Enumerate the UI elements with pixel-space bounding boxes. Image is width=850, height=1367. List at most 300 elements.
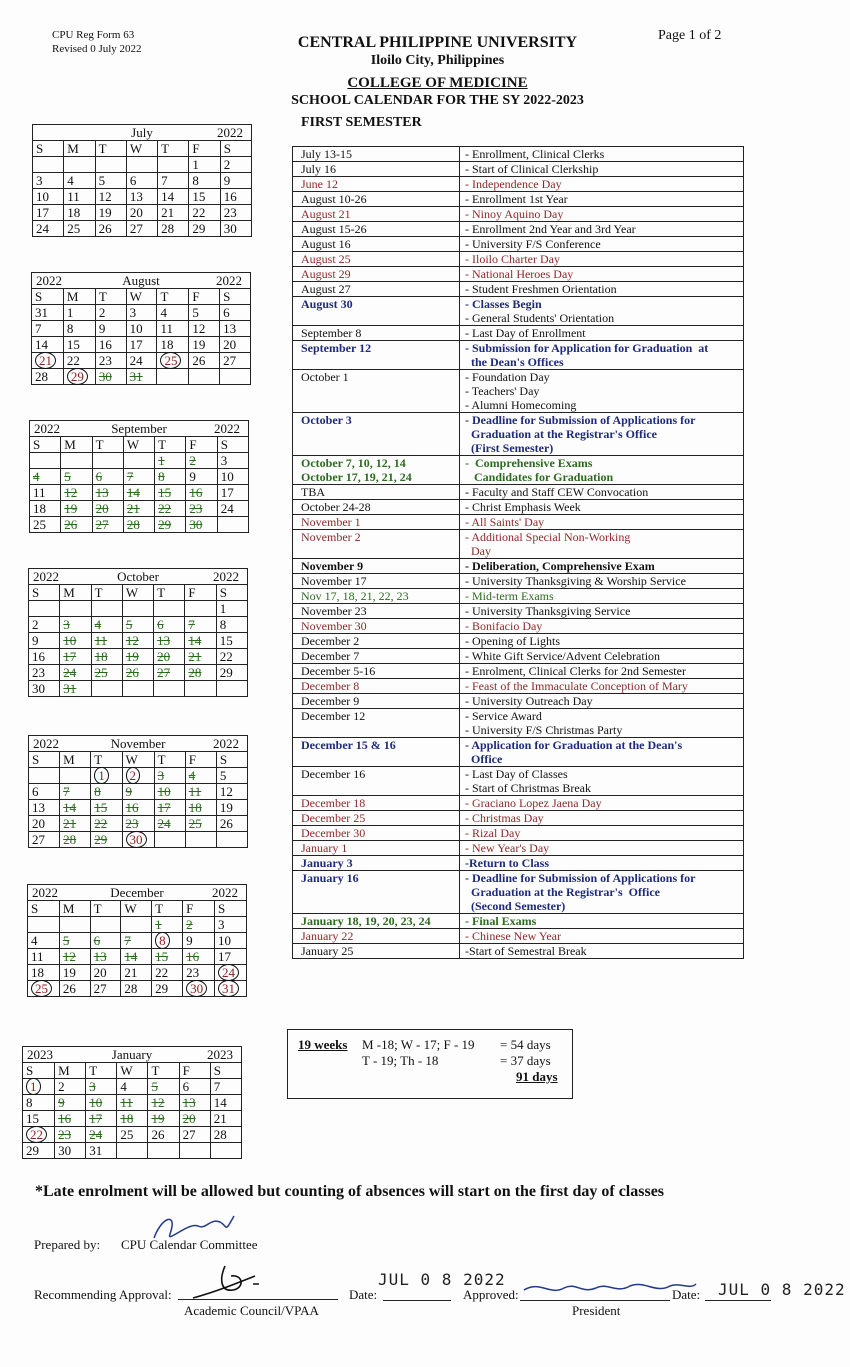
calendar-day [216, 816, 247, 832]
calendar-day [91, 633, 122, 649]
exam-day: 4 [188, 768, 196, 783]
calendar-day [217, 517, 248, 533]
event-description [460, 679, 744, 694]
weekday-label: W [117, 1063, 148, 1079]
day-number: 18 [160, 337, 174, 352]
day-number: 4 [31, 933, 38, 948]
day-number: 27 [129, 221, 143, 236]
event-description [460, 914, 744, 929]
calendar-day [92, 501, 123, 517]
day-number: 8 [26, 1095, 33, 1110]
day-number: 6 [32, 784, 39, 799]
calendar-day [28, 965, 60, 981]
calendar-day [123, 501, 154, 517]
calendar-day [64, 205, 95, 221]
calendar-year-right: 2022 [213, 569, 239, 584]
day-number: 22 [155, 965, 169, 980]
calendar-day [28, 917, 60, 933]
exam-day: 13 [93, 949, 107, 964]
calendar-day [60, 665, 91, 681]
calendar-day [157, 353, 189, 369]
calendar-day [95, 157, 126, 173]
calendar-day [158, 205, 189, 221]
calendar-day [29, 601, 60, 617]
event-line: - Opening of Lights [465, 634, 560, 648]
event-description [460, 574, 744, 589]
calendar-day [117, 1079, 148, 1095]
calendar-day [186, 485, 217, 501]
calendar-day [33, 189, 64, 205]
calendar-day [30, 501, 61, 517]
calendar-day [126, 305, 157, 321]
holiday-day: 2 [126, 767, 141, 784]
weekday-label: S [216, 585, 247, 601]
calendar-title-row [23, 1047, 242, 1063]
calendar-day [185, 784, 216, 800]
event-date [293, 929, 460, 944]
calendar-day [121, 949, 152, 965]
calendar-year-left: 2022 [32, 885, 58, 900]
calendar-day [59, 917, 90, 933]
event-line: - Start of Christmas Break [465, 781, 591, 795]
exam-day: 3 [63, 617, 70, 632]
weekday-label: M [64, 141, 95, 157]
day-number: 18 [33, 501, 46, 516]
event-line: - New Year's Day [465, 841, 550, 855]
event-description [460, 162, 744, 177]
calendar-day [91, 784, 122, 800]
calendar-day [95, 189, 126, 205]
exam-day: 10 [63, 633, 77, 648]
calendar-day [29, 768, 60, 784]
calendar-day [61, 453, 92, 469]
event-line: - Iloilo Charter Day [465, 252, 560, 266]
calendar-day [64, 221, 95, 237]
event-row [293, 559, 744, 574]
calendar-day [215, 917, 247, 933]
calendar-day [216, 633, 247, 649]
calendar-day [189, 321, 220, 337]
day-number: 29 [219, 665, 233, 680]
calendar-day [122, 681, 153, 697]
holiday-day: 1 [26, 1078, 41, 1095]
weekday-label: W [126, 289, 157, 305]
weekday-label: S [210, 1063, 241, 1079]
day-number: 1 [192, 157, 199, 172]
calendar-november [28, 735, 248, 848]
exam-day: 26 [125, 665, 139, 680]
calendar-day [55, 1111, 86, 1127]
event-date [293, 192, 460, 207]
calendar-day [90, 917, 121, 933]
calendar-day [60, 649, 91, 665]
event-line: - Chinese New Year [465, 929, 561, 943]
calendar-day [29, 649, 60, 665]
event-date-line: December 8 [301, 679, 360, 693]
event-line: Graduation at the Registrar's Office [465, 427, 657, 441]
event-date [293, 944, 460, 959]
exam-day: 28 [126, 517, 140, 532]
exam-day: 2 [186, 917, 193, 932]
calendar-day [92, 469, 123, 485]
event-date [293, 574, 460, 589]
college-name: COLLEGE OF MEDICINE [347, 75, 528, 91]
event-row [293, 694, 744, 709]
day-number: 11 [33, 485, 46, 500]
event-line: - General Students' Orientation [465, 311, 615, 325]
event-date-line: December 2 [301, 634, 360, 648]
days-summary [287, 1029, 573, 1099]
exam-day: 20 [95, 501, 109, 516]
calendar-day [61, 485, 92, 501]
calendar-day [215, 965, 247, 981]
day-number: 9 [186, 933, 193, 948]
calendar-day [91, 665, 122, 681]
event-description [460, 222, 744, 237]
calendar-year-left: 2022 [33, 736, 59, 751]
exam-day: 28 [188, 665, 202, 680]
event-row [293, 192, 744, 207]
summary-total: 91 days [516, 1069, 558, 1084]
day-number: 4 [160, 305, 167, 320]
calendar-day [148, 1079, 179, 1095]
date-stamp-2: JUL 0 8 2022 [718, 1280, 846, 1299]
event-date [293, 237, 460, 252]
calendar-day [122, 768, 154, 784]
day-number: 1 [219, 601, 227, 616]
calendar-month: October [117, 569, 159, 584]
event-line: - Submission for Application for Graduation at [465, 341, 709, 355]
event-line: (Second Semester) [465, 899, 566, 913]
event-date [293, 914, 460, 929]
calendar-day [90, 933, 121, 949]
event-date-line: November 2 [301, 530, 361, 544]
late-enrolment-note: *Late enrolment will be allowed but counting of absences will start on the first day of classes [35, 1183, 665, 1200]
exam-day: 21 [126, 501, 140, 516]
event-line: - Start of Clinical Clerkship [465, 162, 599, 176]
event-line: - Enrollment, Clinical Clerks [465, 147, 605, 161]
calendar-day [154, 633, 185, 649]
event-description [460, 252, 744, 267]
event-date [293, 530, 460, 559]
event-date-line: December 7 [301, 649, 360, 663]
day-number: 15 [192, 189, 206, 204]
calendar-day [64, 189, 95, 205]
exam-day: 9 [125, 784, 133, 799]
calendar-day [63, 305, 95, 321]
calendar-day [86, 1127, 117, 1143]
event-date-line: August 16 [301, 237, 351, 251]
calendar-day [60, 601, 91, 617]
weekday-label: M [59, 901, 90, 917]
event-line: - Application for Graduation at the Dean's [465, 738, 683, 752]
event-line: - Bonifacio Day [465, 619, 543, 633]
weekday-label: T [154, 585, 185, 601]
calendar-day [185, 633, 216, 649]
weekday-label: T [90, 901, 121, 917]
weekday-label: F [186, 437, 217, 453]
calendar-day [183, 917, 215, 933]
calendar-day [32, 337, 64, 353]
form-number: CPU Reg Form 63 [52, 29, 135, 41]
calendar-title-row [33, 125, 252, 141]
exam-day: 22 [94, 816, 108, 831]
event-date-line: December 5-16 [301, 664, 376, 678]
event-description [460, 856, 744, 871]
day-number: 15 [26, 1111, 39, 1126]
calendar-day [189, 173, 220, 189]
event-date [293, 796, 460, 811]
calendar-title-row [32, 273, 251, 289]
weekday-label: F [189, 289, 220, 305]
weekday-label: W [121, 901, 152, 917]
calendar-day [179, 1095, 210, 1111]
event-description [460, 370, 744, 413]
event-date [293, 871, 460, 914]
date-stamp: JUL 0 8 2022 [378, 1270, 506, 1289]
calendar-day [189, 157, 220, 173]
weekday-label: S [30, 437, 61, 453]
weekday-label: S [215, 901, 247, 917]
university-name: CENTRAL PHILIPPINE UNIVERSITY [297, 34, 578, 51]
exam-day: 16 [189, 485, 203, 500]
exam-day: 1 [155, 917, 162, 932]
day-number: 4 [120, 1079, 127, 1094]
calendar-day [183, 933, 215, 949]
calendar-december [27, 884, 247, 997]
event-row [293, 604, 744, 619]
day-number: 3 [218, 917, 225, 932]
calendar-day [154, 617, 185, 633]
exam-day: 7 [126, 469, 134, 484]
exam-day: 22 [158, 501, 172, 516]
exam-day: 17 [89, 1111, 103, 1126]
calendar-day [152, 933, 183, 949]
approved-label: Approved: [463, 1287, 519, 1302]
calendar-day [122, 800, 154, 816]
exam-day: 29 [158, 517, 172, 532]
event-line: -Start of Semestral Break [465, 944, 587, 958]
event-date-line: August 15-26 [301, 222, 367, 236]
day-number: 17 [220, 485, 234, 500]
event-date-line: December 30 [301, 826, 366, 840]
event-description [460, 664, 744, 679]
calendar-day [186, 517, 217, 533]
event-line: Candidates for Graduation [465, 470, 614, 484]
event-date-line: December 25 [301, 811, 366, 825]
calendar-day [152, 965, 183, 981]
weekday-label: F [183, 901, 215, 917]
calendar-day [157, 337, 189, 353]
calendar-day [216, 784, 247, 800]
calendar-day [220, 205, 251, 221]
calendar-day [158, 221, 189, 237]
event-line: the Dean's Offices [465, 355, 564, 369]
event-date-line: October 17, 19, 21, 24 [301, 470, 412, 484]
day-number: 24 [129, 353, 143, 368]
exam-day: 5 [62, 933, 70, 948]
day-number: 7 [35, 321, 42, 336]
calendar-day [154, 665, 185, 681]
calendar-title-row [29, 736, 248, 752]
university-city: Iloilo City, Philippines [370, 53, 505, 68]
event-row [293, 515, 744, 530]
calendar-day [121, 965, 152, 981]
holiday-day: 25 [31, 980, 52, 997]
exam-day: 12 [151, 1095, 165, 1110]
day-number: 15 [219, 633, 233, 648]
calendar-day [220, 369, 251, 385]
calendar-day [30, 453, 61, 469]
event-date [293, 162, 460, 177]
weekday-label: W [126, 141, 157, 157]
day-number: 2 [32, 617, 39, 632]
calendar-day [60, 633, 91, 649]
event-date-line: October 7, 10, 12, 14 [301, 456, 406, 470]
event-date [293, 177, 460, 192]
event-date-line: December 9 [301, 694, 360, 708]
calendar-day [64, 173, 95, 189]
event-line: - Classes Begin [465, 297, 542, 311]
event-date [293, 207, 460, 222]
recommending-label: Recommending Approval: [34, 1287, 172, 1302]
calendar-day [210, 1127, 241, 1143]
calendar-day [28, 933, 60, 949]
event-date [293, 767, 460, 796]
exam-day: 12 [64, 485, 78, 500]
event-date-line: December 16 [301, 767, 366, 781]
holiday-day: 21 [35, 352, 56, 369]
date-label: Date: [349, 1287, 378, 1302]
event-date-line: December 15 & 16 [301, 738, 396, 752]
weekday-label: S [23, 1063, 55, 1079]
day-number: 21 [161, 205, 175, 220]
exam-day: 16 [58, 1111, 72, 1126]
exam-day: 28 [63, 832, 77, 847]
calendar-day [33, 205, 64, 221]
calendar-day [148, 1127, 179, 1143]
calendar-day [28, 981, 60, 997]
calendar-day [95, 321, 126, 337]
event-description [460, 738, 744, 767]
weekday-label: T [158, 141, 189, 157]
day-number: 19 [98, 205, 112, 220]
weekday-label: W [123, 437, 154, 453]
event-description [460, 944, 744, 959]
day-number: 15 [66, 337, 80, 352]
event-date [293, 341, 460, 370]
prepared-by-label: Prepared by: [34, 1237, 101, 1252]
day-number: 2 [58, 1079, 65, 1094]
date-line-2 [705, 1300, 771, 1301]
calendar-day [215, 933, 247, 949]
day-number: 26 [192, 353, 206, 368]
weekday-label: M [60, 752, 91, 768]
calendar-day [148, 1143, 179, 1159]
calendar-day [148, 1111, 179, 1127]
day-number: 10 [218, 933, 232, 948]
day-number: 20 [32, 816, 45, 831]
calendar-day [216, 617, 247, 633]
day-number: 16 [98, 337, 112, 352]
day-number: 5 [192, 305, 199, 320]
calendar-day [91, 617, 122, 633]
exam-day: 30 [189, 517, 203, 532]
holiday-day: 25 [160, 352, 181, 369]
event-date-line: November 17 [301, 574, 367, 588]
holiday-day: 1 [94, 767, 109, 784]
day-number: 8 [66, 321, 74, 336]
event-row [293, 826, 744, 841]
event-date-line: August 30 [301, 297, 353, 311]
calendar-day [185, 665, 216, 681]
calendar-day [60, 784, 91, 800]
event-date-line: September 8 [301, 326, 362, 340]
calendar-day [217, 453, 248, 469]
weekday-label: S [29, 585, 60, 601]
calendar-day [90, 965, 121, 981]
day-number: 27 [223, 353, 237, 368]
day-number: 19 [219, 800, 233, 815]
calendar-day [55, 1127, 86, 1143]
calendar-day [158, 189, 189, 205]
day-number: 18 [31, 965, 44, 980]
event-date [293, 841, 460, 856]
calendar-day [126, 321, 157, 337]
day-number: 16 [32, 649, 45, 664]
event-description [460, 709, 744, 738]
exam-day: 10 [157, 784, 171, 799]
holiday-day: 8 [155, 932, 170, 949]
calendar-day [63, 321, 95, 337]
exam-day: 4 [94, 617, 102, 632]
exam-day: 19 [125, 649, 139, 664]
calendar-day [32, 321, 64, 337]
day-number: 13 [129, 189, 143, 204]
calendar-day [59, 965, 90, 981]
exam-day: 12 [62, 949, 76, 964]
event-line: Graduation at the Registrar's Office [465, 885, 660, 899]
day-number: 5 [219, 768, 227, 783]
event-date-line: November 30 [301, 619, 367, 633]
event-description [460, 237, 744, 252]
event-line: - Enrolment, Clinical Clerks for 2nd Semester [465, 664, 686, 678]
day-number: 26 [98, 221, 112, 236]
calendar-day [216, 665, 247, 681]
calendar-day [122, 633, 153, 649]
event-line: - Faculty and Staff CEW Convocation [465, 485, 649, 499]
day-number: 7 [161, 173, 168, 188]
calendar-day [95, 353, 126, 369]
event-date-line: August 21 [301, 207, 351, 221]
weekday-label: F [189, 141, 220, 157]
calendar-day [126, 205, 157, 221]
exam-day: 19 [64, 501, 78, 516]
exam-day: 21 [63, 816, 77, 831]
exam-day: 5 [125, 617, 133, 632]
event-line: - University Outreach Day [465, 694, 593, 708]
event-row [293, 664, 744, 679]
calendar-day [60, 617, 91, 633]
calendar-day [122, 649, 153, 665]
holiday-day: 30 [126, 831, 147, 848]
calendar-day [123, 453, 154, 469]
event-row [293, 252, 744, 267]
event-row [293, 267, 744, 282]
exam-day: 20 [182, 1111, 196, 1126]
event-row [293, 370, 744, 413]
event-line: - Christmas Day [465, 811, 544, 825]
